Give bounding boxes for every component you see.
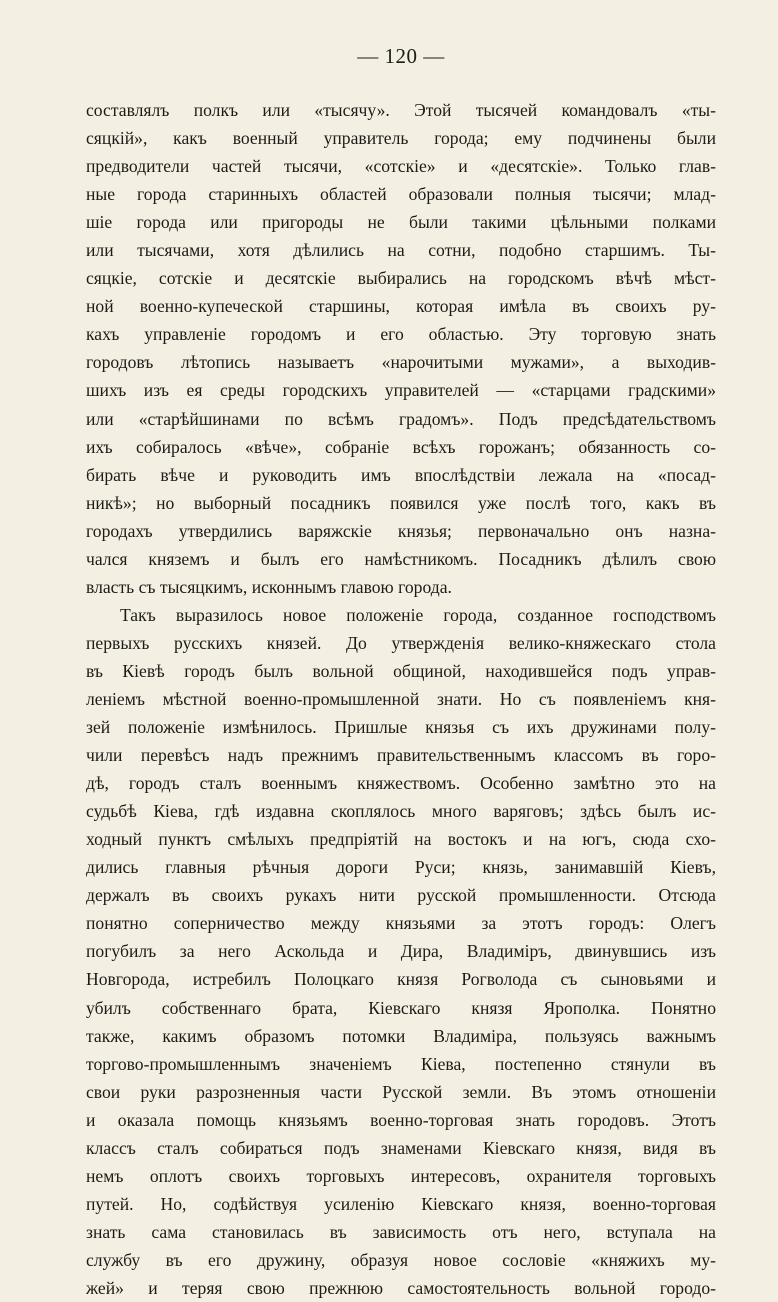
text-line: держалъ въ своихъ рукахъ нити русской промышленности. Отсюда	[86, 885, 716, 906]
text-line: ные города старинныхъ областей образовали полныя тысячи; млад-	[86, 184, 716, 205]
text-line: бирать вѣче и руководить имъ впослѣдствіи лежала на «посад-	[86, 464, 716, 485]
text-line: Такъ выразилось новое положеніе города, созданное господствомъ	[120, 604, 716, 625]
text-line: ходный пунктъ смѣлыхъ предпріятій на востокъ и на югъ, сюда схо-	[86, 829, 716, 850]
text-line: ихъ собиралось «вѣче», собраніе всѣхъ горожанъ; обязанность со-	[86, 436, 716, 457]
text-line: леніемъ мѣстной военно-промышленной знати. Но съ появленіемъ кня-	[86, 688, 716, 709]
text-line: предводители частей тысячи, «сотскіе» и «десятскіе». Только глав-	[86, 156, 716, 177]
text-line: понятно соперничество между князьями за этотъ городъ: Олегъ	[86, 913, 716, 934]
text-line: сяцкій», какъ военный управитель города; ему подчинены были	[86, 128, 716, 149]
text-line: немъ оплотъ своихъ торговыхъ интересовъ, охранителя торговыхъ	[86, 1165, 716, 1186]
text-line: первыхъ русскихъ князей. До утвержденія велико-княжескаго стола	[86, 632, 716, 653]
page-number: — 120 —	[357, 44, 445, 68]
text-line: Новгорода, истребилъ Полоцкаго князя Рогволода съ сыновьями и	[86, 969, 716, 990]
text-line: сяцкіе, сотскіе и десятскіе выбирались на городскомъ вѣчѣ мѣст-	[86, 268, 716, 289]
text-line: дились главныя рѣчныя дороги Руси; князь, занимавшій Кіевъ,	[86, 857, 716, 878]
text-line: судьбѣ Кіева, гдѣ издавна скоплялось много варяговъ; здѣсь былъ ис-	[86, 801, 716, 822]
text-line: кахъ управленіе городомъ и его областью. Эту торговую знать	[86, 324, 716, 345]
text-line: и оказала помощь князьямъ военно-торговая знать городовъ. Этотъ	[86, 1109, 716, 1130]
text-line: никѣ»; но выборный посадникъ появился уже послѣ того, какъ въ	[86, 492, 716, 513]
text-line: или тысячами, хотя дѣлились на сотни, подобно старшимъ. Ты-	[86, 240, 716, 261]
paragraph	[86, 96, 716, 601]
text-line: торгово-промышленнымъ значеніемъ Кіева, постепенно стянули въ	[86, 1053, 716, 1074]
text-line: власть съ тысяцкимъ, исконнымъ главою города.	[86, 576, 452, 597]
text-line: городовъ лѣтопись называетъ «нарочитыми мужами», а выходив-	[86, 352, 716, 373]
text-line: чался княземъ и былъ его намѣстникомъ. Посадникъ дѣлилъ свою	[86, 548, 716, 569]
text-line: также, какимъ образомъ потомки Владиміра, пользуясь важнымъ	[86, 1025, 716, 1046]
text-line: зей положеніе измѣнилось. Пришлые князья съ ихъ дружинами полу-	[86, 717, 716, 738]
text-line: убилъ собственнаго брата, Кіевскаго князя Ярополка. Понятно	[86, 997, 716, 1018]
text-line: классъ сталъ собираться подъ знаменами Кіевскаго князя, видя въ	[86, 1137, 716, 1158]
text-line: чили перевѣсъ надъ прежнимъ правительственнымъ классомъ въ горо-	[86, 745, 716, 766]
text-line: службу въ его дружину, образуя новое сословіе «княжихъ му-	[86, 1249, 716, 1270]
text-line: дѣ, городъ сталъ военнымъ княжествомъ. Особенно замѣтно это на	[86, 773, 716, 794]
text-line: знать сама становилась въ зависимость отъ него, вступала на	[86, 1221, 716, 1242]
text-line: городахъ утвердились варяжскіе князья; первоначально онъ назна-	[86, 520, 716, 541]
text-line: путей. Но, содѣйствуя усиленію Кіевскаго князя, военно-торговая	[86, 1193, 716, 1214]
text-line: шихъ изъ ея среды городскихъ управителей — «старцами градскими»	[86, 380, 716, 401]
text-line: или «старѣйшинами по всѣмъ градомъ». Подъ предсѣдательствомъ	[86, 408, 716, 429]
body-text	[86, 96, 716, 1302]
text-line: ной военно-купеческой старшины, которая имѣла въ своихъ ру-	[86, 296, 716, 317]
text-line: шіе города или пригороды не были такими цѣльными полками	[86, 212, 716, 233]
text-line: въ Кіевѣ городъ былъ вольной общиной, находившейся подъ управ-	[86, 660, 716, 681]
text-line: жей» и теряя свою прежнюю самостоятельность вольной городо-	[86, 1277, 716, 1298]
text-line: составлялъ полкъ или «тысячу». Этой тысячей командовалъ «ты-	[86, 100, 716, 120]
text-line: свои руки разрозненныя части Русской земли. Въ этомъ отношеніи	[86, 1081, 716, 1102]
paragraph	[86, 601, 716, 1302]
text-line: погубилъ за него Аскольда и Дира, Владиміръ, двинувшись изъ	[86, 941, 716, 962]
